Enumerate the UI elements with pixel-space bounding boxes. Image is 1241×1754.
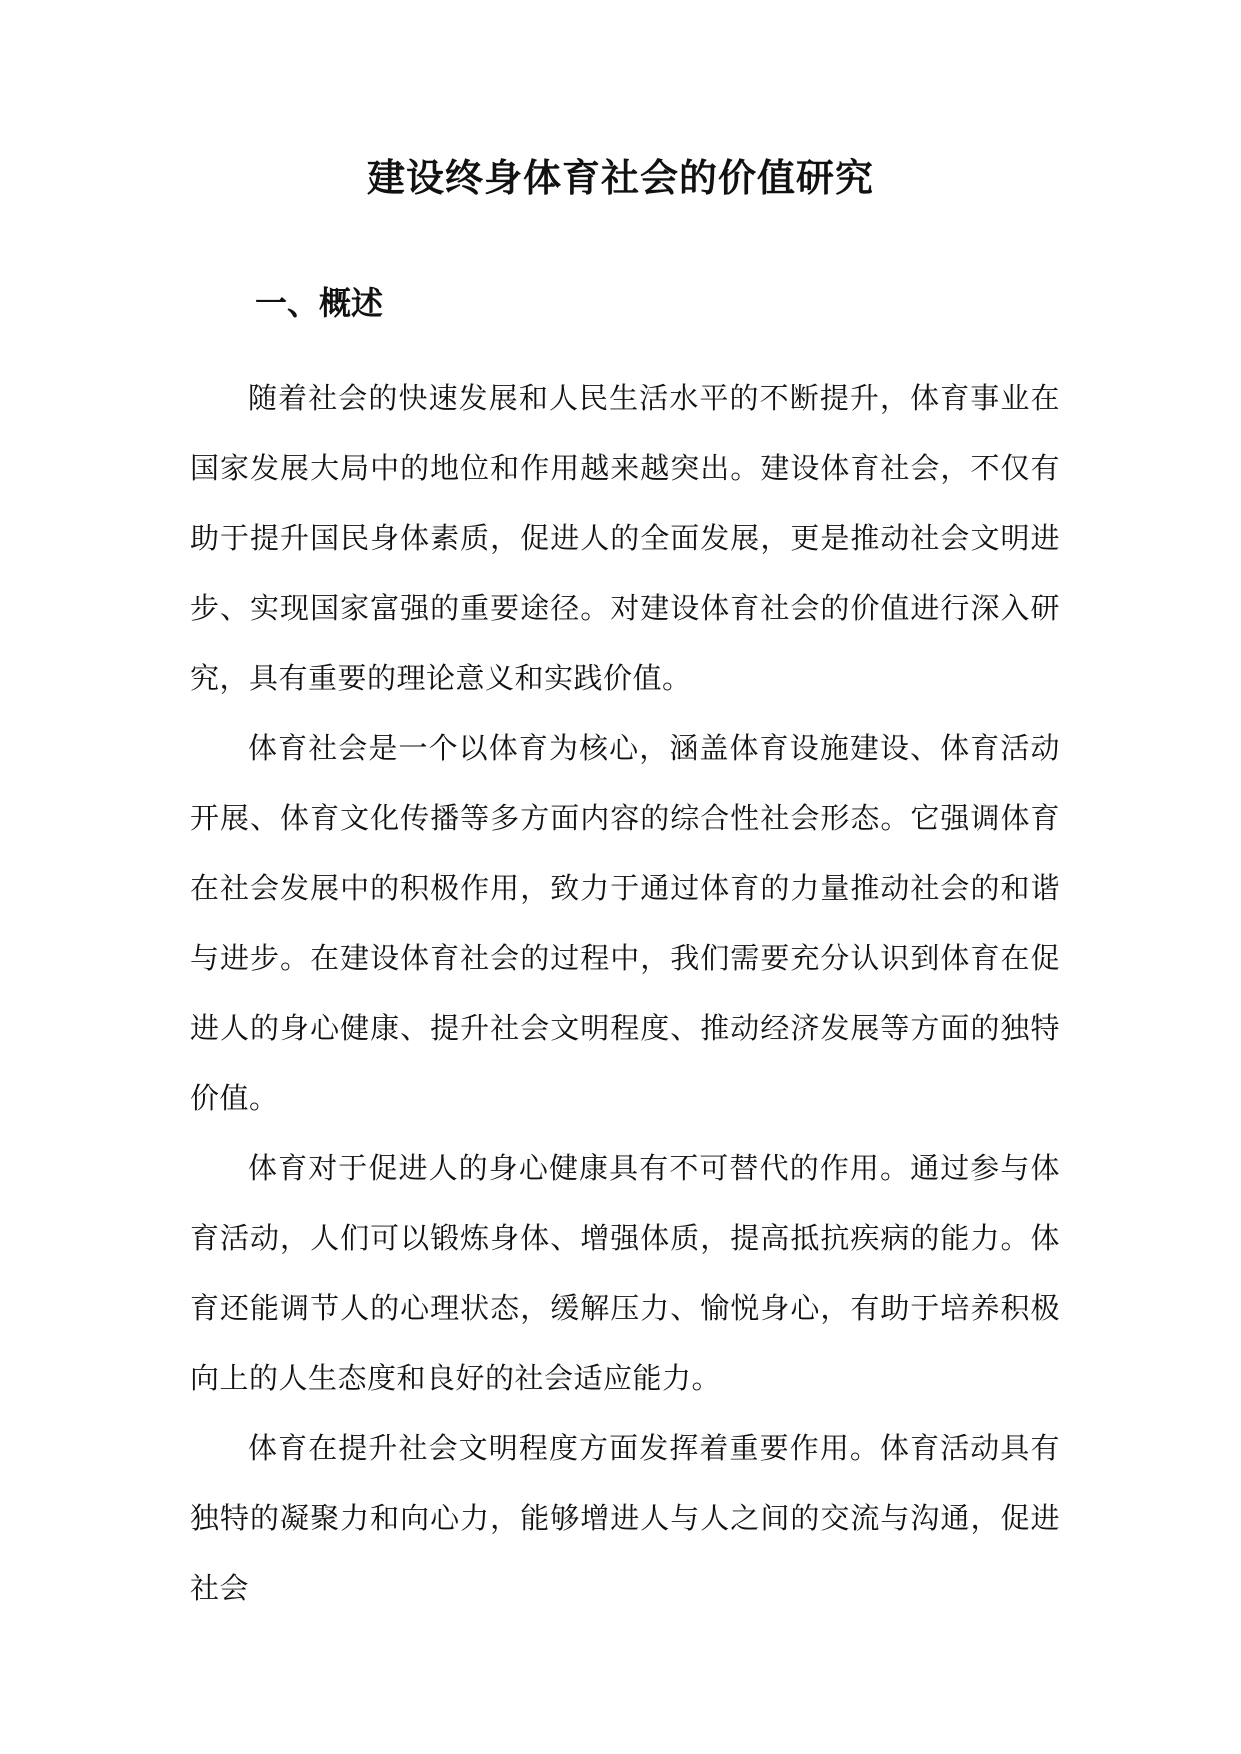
paragraph-3: 体育对于促进人的身心健康具有不可替代的作用。通过参与体育活动，人们可以锻炼身体、增强体质，提高抵抗疾病的能力。体育还能调节人的心理状态，缓解压力、愉悦身心，有助于培养积极向上的人生态度和良好的社会适应能力。 [190,1151,1060,1395]
paragraph-2: 体育社会是一个以体育为核心，涵盖体育设施建设、体育活动开展、体育文化传播等多方面内容的综合性社会形态。它强调体育在社会发展中的积极作用，致力于通过体育的力量推动社会的和谐与进步。在建设体育社会的过程中，我们需要充分认识到体育在促进人的身心健康、提升社会文明程度、推动经济发展等方面的独特价值。 [190,731,1060,1115]
paragraph-1: 随着社会的快速发展和人民生活水平的不断提升，体育事业在国家发展大局中的地位和作用越来越突出。建设体育社会，不仅有助于提升国民身体素质，促进人的全面发展，更是推动社会文明进步、实现国家富强的重要途径。对建设体育社会的价值进行深入研究，具有重要的理论意义和实践价值。 [190,381,1060,695]
paragraph-4: 体育在提升社会文明程度方面发挥着重要作用。体育活动具有独特的凝聚力和向心力，能够增进人与人之间的交流与沟通，促进社会 [190,1431,1060,1605]
body-text [190,363,1060,1623]
section-heading: 一、概述 [255,284,384,322]
document-title: 建设终身体育社会的价值研究 [366,155,874,200]
